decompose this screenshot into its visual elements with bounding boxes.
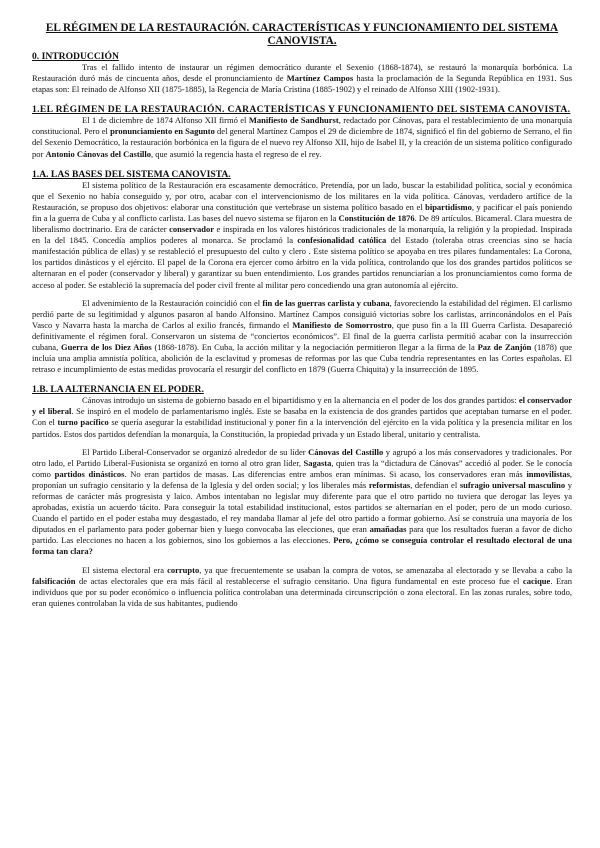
bold-text-run: Manifiesto de Somorrostro (292, 319, 392, 330)
bold-text-run: corrupto (167, 564, 200, 575)
bold-text-run: Sagasta (303, 457, 332, 468)
text-run: , proponían un sufragio censitario y la defensa de la Iglesia y del orden social; y los liberales más (32, 468, 573, 490)
bold-text-run: sufragio universal masculino (459, 479, 566, 490)
section-heading-regimen: 1.EL RÉGIMEN DE LA RESTAURACIÓN. CARACTERÍSTICAS Y FUNCIONAMIENTO DEL SISTEMA CANOVISTA. (32, 104, 571, 116)
bold-text-run: Pero, ¿cómo se conseguía controlar el resultado electoral de una forma tan clara? (32, 535, 572, 557)
text-run: del general Martínez Campos el 29 de diciembre de 1874, significó el fin del gobierno de Serrano, el fin del Sexenio Democrático, la restauración borbónica en la figura de el nuevo rey Alfonso XII, hijo de Isabel II, y la creación de un sistema político configurado por (32, 126, 573, 159)
bold-text-run: confesionalidad católica (297, 235, 387, 246)
paragraph (32, 180, 572, 291)
text-run: . Se inspiró en el modelo de parlamentarismo inglés. Este se basaba en la existencia de dos grandes partidos que aceptaban turnarse en el poder. Con el (32, 406, 572, 428)
text-run: hasta la proclamación de la Segunda República en 1931. Sus etapas son: El reinado de Alfonso XII (1875-1885), la Regencia de María Cristina (1885-1902) y el reinado de Alfonso XIII (1902-1931). (32, 73, 573, 95)
text-run: El advenimiento de la Restauración coincidió con el (82, 297, 263, 308)
text-run: y agrupó a los más conservadores y tradicionales. Por otro lado, el Partido Liberal-Fusionista se organizó en torno al otro gran líder, (32, 446, 572, 468)
paragraph (32, 395, 572, 439)
bold-text-run: amañadas (369, 524, 407, 535)
bold-text-run: el conservador y el liberal (32, 395, 572, 417)
paragraph (32, 565, 572, 609)
text-run: del Estado (toleraba otras creencias sino se hacía manifestación pública de ellas) y se restableció el presupuesto del culto y clero . Este sistema político se apoyaba en tres pilares fundamentales: La Corona, los partidos dinásticos y el ejército. El papel de la Corona era ejercer como árbitro en la vida política, controlando que los dos grandes partidos políticos se alternaran en el poder (conservador y liberal) y garantizar su buen entendimiento. Los grandes partidos renunciarían a los pronunciamientos como forma de acceso al poder. Se estableció la supremacía del poder civil frente al militar pero concediendo una gran autonomía al ejército. (32, 235, 573, 290)
bold-text-run: Manifiesto de Sandhurst (248, 115, 339, 126)
bold-text-run: partidos dinásticos (54, 468, 125, 479)
bold-text-run: Paz de Zanjón (477, 341, 532, 352)
text-run: para que los resultados fueran a favor de dicho partido. Las elecciones no hacen a los gobiernos, sino los gobiernos a las elecciones. (32, 524, 572, 546)
text-run: El Partido Liberal-Conservador se organizó alrededor de su líder (82, 446, 309, 457)
text-run: , ya que frecuentemente se usaban la compra de votos, se amenazaba al electorado y se llevaba a cabo la (199, 564, 572, 575)
bold-text-run: fin de las guerras carlista y cubana (262, 297, 390, 308)
bold-text-run: Guerra de los Diez Años (61, 341, 152, 352)
bold-text-run: pronunciamiento en Sagunto (110, 126, 215, 137)
bold-text-run: Constitución de 1876 (338, 212, 415, 223)
bold-text-run: turno pacífico (57, 417, 109, 428)
text-run: de actas electorales que era más fácil al restablecerse el sufragio censitario. Una figura fundamental en este proceso fue el (75, 575, 523, 586)
paragraph (32, 447, 572, 558)
text-run: Cánovas introdujo un sistema de gobierno basado en el bipartidismo y en la alternancia en el poder de los dos grandes partidos: (82, 395, 519, 406)
bold-text-run: cacique (522, 575, 551, 586)
paragraph (32, 115, 572, 159)
document-title: EL RÉGIMEN DE LA RESTAURACIÓN. CARACTERÍSTICAS Y FUNCIONAMIENTO DEL SISTEMA CANOVISTA. (45, 22, 559, 47)
text-run: y reformas de carácter más progresista y laico. Ambos intentaban no legislar muy diferente para que el otro partido no tuviera que derogar las leyes ya aprobadas, existía un acuerdo tácito. Para conseguir la total estabilidad institucional, estos partidos se alternarían en el poder, pero de un modo curioso. Cuando el partido en el poder estaba muy desgastado, el rey mandaba llamar al jefe del otro partido a formar gobierno. Así se construía una mayoría de los diputados en el parlamento para poder gobernar bien y luego convocaba las elecciones, que eran (32, 479, 573, 535)
text-run: , redactado por Cánovas, para el restablecimiento de una monarquía constitucional. Pero el (32, 115, 572, 137)
text-run: El sistema político de la Restauración era escasamente democrático. Pretendía, por un lado, buscar la estabilidad política, social y económica que el Sexenio no había conseguido y, por otro, acabar con el intervencionismo de los militares en la vida política. Cánovas, verdadero artífice de la Restauración, se propuso dos objetivos: elaborar una constitución que vertebrase un sistema político basado en el (32, 179, 572, 212)
text-run: (1868-1878). En Cuba, la acción militar y la negociación permitieron llegar a la firma de la (151, 341, 478, 352)
section-heading-bases: 1.A. LAS BASES DEL SISTEMA CANOVISTA. (32, 168, 231, 180)
section-heading-alternancia: 1.B. LA ALTERNANCIA EN EL PODER. (32, 384, 204, 396)
text-run: (1878) que incluía una amplia amnistía política, abolición de la esclavitud y promesas de reformas por las que Cuba tendría representantes en las Cortes españolas. El retraso e incumplimiento de estas medidas provocaría el resurgir del conflicto en 1879 (Guerra Chiquita) y la insurrección de 1895. (32, 341, 572, 375)
text-run: Tras el fallido intento de instaurar un régimen democrático durante el Sexenio (1868-1874), se restauró la monarquía borbónica. La Restauración duró más de cincuenta años, desde el pronunciamiento de (32, 62, 572, 84)
bold-text-run: inmovilistas (526, 468, 570, 479)
bold-text-run: reformistas (368, 479, 411, 490)
paragraph (32, 62, 572, 95)
text-run: . No eran partidos de masas. Las diferencias entre ambos eran mínimas. Si acaso, los conservadores eran más (124, 468, 527, 479)
text-run: , que asumió la regencia hasta el regreso de el rey. (151, 148, 322, 159)
text-run: , y pacificar el país poniendo fin a la guerra de Cuba y al conflicto carlista. Las bases del nuevo sistema se fijaron en la (32, 201, 573, 223)
text-run: , defendían el (410, 479, 460, 490)
text-run: e inspirada en los valores históricos tradicionales de la monarquía, la religión y la propiedad. Inspirada en la del 1845. Concedía amplios poderes al monarca. Se proclamó la (32, 224, 572, 246)
text-run: El sistema electoral era (82, 564, 168, 575)
text-run: , favoreciendo la estabilidad del régimen. El carlismo perdió parte de su legitimidad y algunos pasaron al bando Alfonsino. Martínez Campos consiguió victorias sobre los carlistas, arrinconándolos en el País Vasco y Navarra hasta la marcha de Carlos al exilio francés, firmando el (32, 297, 572, 330)
bold-text-run: Antonio Cánovas del Castillo (45, 148, 152, 159)
text-run: El 1 de diciembre de 1874 Alfonso XII firmó el (82, 115, 249, 126)
text-run: , quien tras la “dictadura de Cánovas” accedió al poder. Se le conocía como (32, 457, 572, 479)
bold-text-run: bipartidismo (425, 201, 472, 212)
text-run: . De 89 artículos. Bicameral. Clara muestra de liberalismo doctrinario. Era de carácter (32, 212, 573, 235)
bold-text-run: Cánovas del Castillo (308, 446, 384, 457)
text-run: . Eran individuos que por su poder económico o influencia política controlaban una determinada circunscripción o zona electoral. En las zonas rurales, sobre todo, eran quienes controlaban la vida de sus habitantes, pudiendo (32, 575, 573, 608)
section-heading-intro: 0. INTRODUCCIÓN (32, 51, 119, 62)
bold-text-run: conservador (169, 224, 214, 235)
text-run: se quería asegurar la estabilidad institucional y poner fin a la intervención del ejército en la vida política y la presencia militar en los partidos. Estos dos partidos defendían la monarquía, la Constitución, la propiedad privada y un Estado liberal, unitario y centralista. (32, 417, 573, 439)
paragraph (32, 298, 572, 376)
bold-text-run: falsificación (32, 575, 76, 586)
bold-text-run: Martínez Campos (286, 73, 354, 84)
text-run: , que puso fin a la III Guerra Carlista. Desapareció definitivamente el régimen foral. Conservaron un sistema de “conciertos económicos”. El final de la guerra carlista permitió acabar con la insurrección cubana, (32, 319, 572, 352)
